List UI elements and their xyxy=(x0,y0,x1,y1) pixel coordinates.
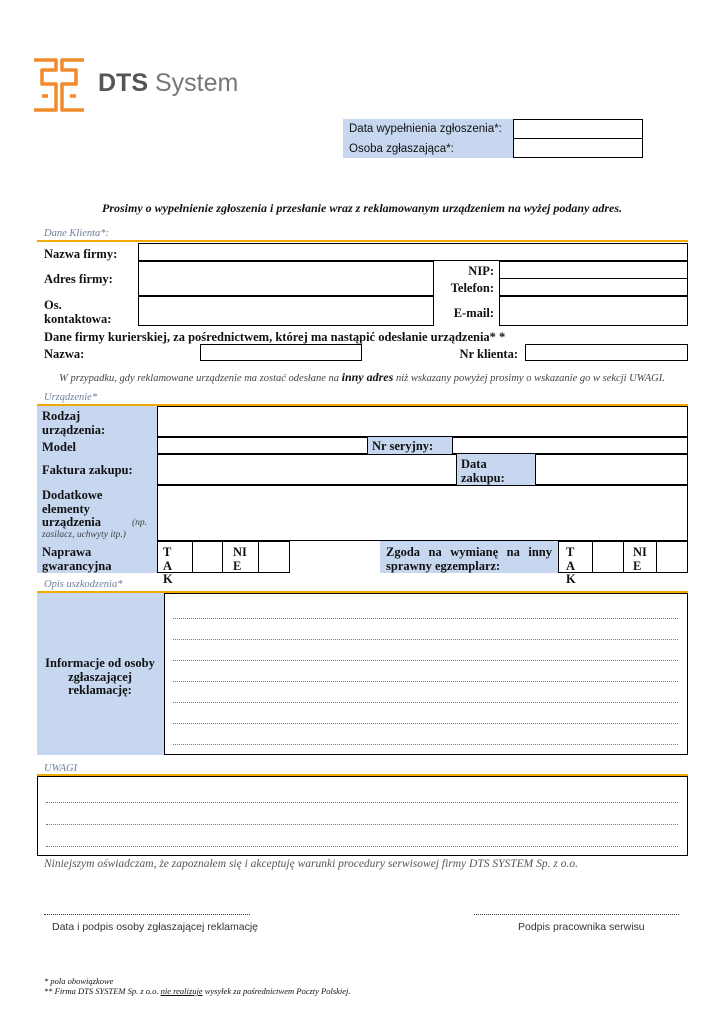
fault-line xyxy=(173,702,678,703)
signature-line-left xyxy=(44,914,250,915)
notes-section-label: UWAGI xyxy=(44,763,78,774)
email-label: E-mail: xyxy=(453,306,494,320)
courier-heading: Dane firmy kurierskiej, za pośrednictwem, której ma nastąpić odesłanie urządzenia* * xyxy=(44,330,506,344)
replacement-consent-label: Zgoda na wymianę na inny sprawny egzemplarz: xyxy=(386,545,552,573)
model-label: Model xyxy=(42,440,77,454)
invoice-field[interactable] xyxy=(157,454,457,485)
fault-line xyxy=(173,681,678,682)
footnote-courier-end: wysyłek za pośrednictwem Poczty Polskiej. xyxy=(204,986,351,996)
nip-field[interactable] xyxy=(499,261,688,279)
fault-line xyxy=(173,660,678,661)
person-label: Osoba zgłaszająca*: xyxy=(343,139,513,158)
logo-name: System xyxy=(154,69,239,97)
footnote-courier xyxy=(44,986,351,996)
person-field[interactable] xyxy=(513,138,643,158)
alt-address-note-end: niż wskazany powyżej prosimy o wskazanie go w sekcji UWAGI. xyxy=(395,373,665,384)
client-section-label: Dane Klienta*: xyxy=(44,228,110,239)
signature-left-label: Data i podpis osoby zgłaszającej reklamację xyxy=(52,921,259,933)
client-section-bar xyxy=(37,240,688,242)
contact-person-label: Os. kontaktowa: xyxy=(44,298,112,326)
extras-field[interactable] xyxy=(157,485,688,541)
fault-line xyxy=(173,639,678,640)
email-field[interactable] xyxy=(499,296,688,326)
nip-label: NIP: xyxy=(468,264,494,278)
device-section-label: Urządzenie* xyxy=(44,392,98,403)
notes-line xyxy=(46,802,678,803)
replacement-yes-label: TAK xyxy=(566,545,576,586)
purchase-date-label: Data zakupu: xyxy=(461,457,505,485)
device-type-field[interactable] xyxy=(157,406,688,437)
intro-text: Prosimy o wypełnienie zgłoszenia i przesłanie wraz z reklamowanym urządzeniem na wyżej podany adres. xyxy=(101,201,623,215)
client-number-label: Nr klienta: xyxy=(459,347,518,361)
extras-hint: (np. zasilacz, uchwyty itp.) xyxy=(42,518,148,540)
warranty-no-checkbox[interactable] xyxy=(258,541,290,573)
declaration-text: Niniejszym oświadczam, że zapoznałem się i akceptuję warunki procedury serwisowej firmy DTS SYSTEM Sp. z o.o. xyxy=(44,858,578,870)
device-type-label: Rodzaj urządzenia: xyxy=(42,409,106,437)
replacement-no-label: NIE xyxy=(633,545,647,573)
date-label: Data wypełnienia zgłoszenia*: xyxy=(343,119,513,139)
warranty-no-label: NIE xyxy=(233,545,247,573)
phone-field[interactable] xyxy=(499,278,688,296)
company-name-field[interactable] xyxy=(138,243,688,261)
courier-name-field[interactable] xyxy=(200,344,362,361)
invoice-label: Faktura zakupu: xyxy=(42,463,133,477)
fault-line xyxy=(173,744,678,745)
notes-line xyxy=(46,824,678,825)
warranty-yes-checkbox[interactable] xyxy=(192,541,223,573)
signature-right-label: Podpis pracownika serwisu xyxy=(518,921,645,933)
client-number-field[interactable] xyxy=(525,344,688,361)
footnote-courier-start: ** Firma DTS SYSTEM Sp. z o.o. xyxy=(44,986,159,996)
signature-line-right xyxy=(474,914,679,915)
replacement-yes-checkbox[interactable] xyxy=(592,541,624,573)
company-logo xyxy=(30,56,245,116)
fault-line xyxy=(173,723,678,724)
fault-line xyxy=(173,618,678,619)
alt-address-note-emph: inny adres xyxy=(341,370,394,384)
contact-person-field[interactable] xyxy=(138,296,434,326)
company-address-label: Adres firmy: xyxy=(44,272,113,286)
footnote-required: * pola obowiązkowe xyxy=(44,976,114,986)
serial-label: Nr seryjny: xyxy=(372,439,434,453)
footnote-courier-emph: nie realizuje xyxy=(160,986,203,996)
notes-line xyxy=(46,846,678,847)
date-field[interactable] xyxy=(513,119,643,139)
extras-label: Dodatkowe elementy urządzenia xyxy=(42,488,103,529)
notes-field[interactable] xyxy=(37,776,688,856)
fault-section-label: Opis uszkodzenia* xyxy=(44,579,123,590)
company-name-label: Nazwa firmy: xyxy=(44,247,118,261)
fault-info-label: Informacje od osoby zgłaszającej reklamację: xyxy=(45,656,155,697)
logo-brand: DTS xyxy=(98,69,148,97)
model-field[interactable] xyxy=(157,437,368,454)
warranty-repair-label: Naprawa gwarancyjna xyxy=(42,545,112,573)
purchase-date-field[interactable] xyxy=(535,454,688,485)
logo-mark-icon xyxy=(30,56,88,114)
warranty-yes-label: TAK xyxy=(163,545,173,586)
company-address-field[interactable] xyxy=(138,261,434,296)
replacement-no-checkbox[interactable] xyxy=(656,541,688,573)
serial-field[interactable] xyxy=(452,437,688,454)
courier-name-label: Nazwa: xyxy=(44,347,85,361)
alt-address-note xyxy=(0,370,724,385)
phone-label: Telefon: xyxy=(450,281,494,295)
alt-address-note-start: W przypadku, gdy reklamowane urządzenie ma zostać odesłane na xyxy=(59,373,339,384)
